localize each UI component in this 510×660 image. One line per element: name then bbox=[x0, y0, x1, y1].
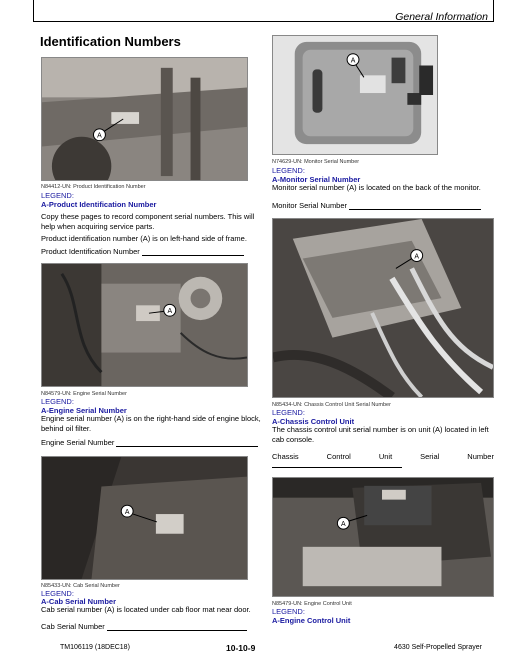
engine-serial-photo bbox=[41, 263, 248, 387]
legend-label: LEGEND: bbox=[41, 397, 74, 406]
write-in-line[interactable] bbox=[349, 202, 481, 210]
engine-control-photo bbox=[272, 477, 494, 597]
footer-product: 4630 Self-Propelled Sprayer bbox=[394, 644, 482, 651]
field-word: Unit bbox=[378, 452, 393, 461]
field-word: Chassis bbox=[272, 452, 299, 461]
callout-a: A bbox=[341, 521, 346, 529]
field-label: Engine Serial Number bbox=[41, 438, 115, 447]
product-id-photo bbox=[41, 57, 248, 181]
field-label: Product Identification Number bbox=[41, 247, 140, 256]
legend-label: LEGEND: bbox=[272, 166, 305, 175]
field-label: Cab Serial Number bbox=[41, 622, 105, 631]
engine-location-text: Engine serial number (A) is on the right-hand side of engine block, behind oil filter. bbox=[41, 414, 261, 433]
field-word: Number bbox=[467, 452, 494, 461]
legend-label: LEGEND: bbox=[272, 607, 305, 616]
section-header: General Information bbox=[395, 11, 488, 23]
figure-id: N74629-UN: Monitor Serial Number bbox=[272, 159, 360, 165]
footer-doc-id: TM106119 (18DEC18) bbox=[60, 644, 130, 651]
legend-item: A-Monitor Serial Number bbox=[272, 175, 361, 184]
callout-a: A bbox=[167, 308, 173, 316]
field-word: Control bbox=[326, 452, 351, 461]
figure-id: N85433-UN: Cab Serial Number bbox=[41, 583, 120, 589]
legend-label: LEGEND: bbox=[41, 191, 74, 200]
callout-a: A bbox=[414, 253, 420, 261]
figure-id: N84579-UN: Engine Serial Number bbox=[41, 391, 127, 397]
callout-a: A bbox=[124, 509, 130, 517]
monitor-serial-field bbox=[272, 201, 481, 210]
cab-serial-photo bbox=[41, 456, 248, 580]
engine-serial-field bbox=[41, 438, 258, 447]
cab-location-text: Cab serial number (A) is located under cab floor mat near door. bbox=[41, 605, 251, 614]
callout-a: A bbox=[350, 57, 356, 65]
write-in-line[interactable] bbox=[107, 623, 247, 631]
product-id-field bbox=[41, 247, 244, 256]
product-location-text: Product identification number (A) is on left-hand side of frame. bbox=[41, 234, 247, 243]
figure-id: N85479-UN: Engine Control Unit bbox=[272, 601, 352, 607]
chassis-control-photo bbox=[272, 218, 494, 398]
write-in-line[interactable] bbox=[272, 467, 402, 468]
legend-item: A-Engine Control Unit bbox=[272, 616, 351, 625]
cab-serial-field bbox=[41, 622, 247, 631]
monitor-location-text: Monitor serial number (A) is located on the back of the monitor. bbox=[272, 183, 481, 192]
chassis-location-text: The chassis control unit serial number is on unit (A) located in left cab console. bbox=[272, 425, 489, 444]
copy-pages-text: Copy these pages to record component serial numbers. This will help when acquiring service parts. bbox=[41, 212, 255, 231]
chassis-serial-field bbox=[272, 452, 494, 461]
page-title: Identification Numbers bbox=[40, 34, 181, 49]
legend-item: A-Chassis Control Unit bbox=[272, 417, 355, 426]
legend-label: LEGEND: bbox=[272, 408, 305, 417]
field-label: Monitor Serial Number bbox=[272, 201, 348, 210]
write-in-line[interactable] bbox=[116, 439, 258, 447]
field-word: Serial bbox=[420, 452, 440, 461]
callout-a: A bbox=[97, 132, 102, 140]
legend-item: A-Cab Serial Number bbox=[41, 597, 117, 606]
write-in-line[interactable] bbox=[142, 248, 244, 256]
page-number: 10-10-9 bbox=[226, 643, 256, 653]
monitor-serial-photo bbox=[272, 35, 438, 155]
legend-label: LEGEND: bbox=[41, 589, 74, 598]
figure-id: N84412-UN: Product Identification Number bbox=[41, 184, 146, 190]
legend-item: A-Product Identification Number bbox=[41, 200, 157, 209]
legend-item: A-Engine Serial Number bbox=[41, 406, 127, 415]
figure-id: N85434-UN: Chassis Control Unit Serial Number bbox=[272, 402, 391, 408]
